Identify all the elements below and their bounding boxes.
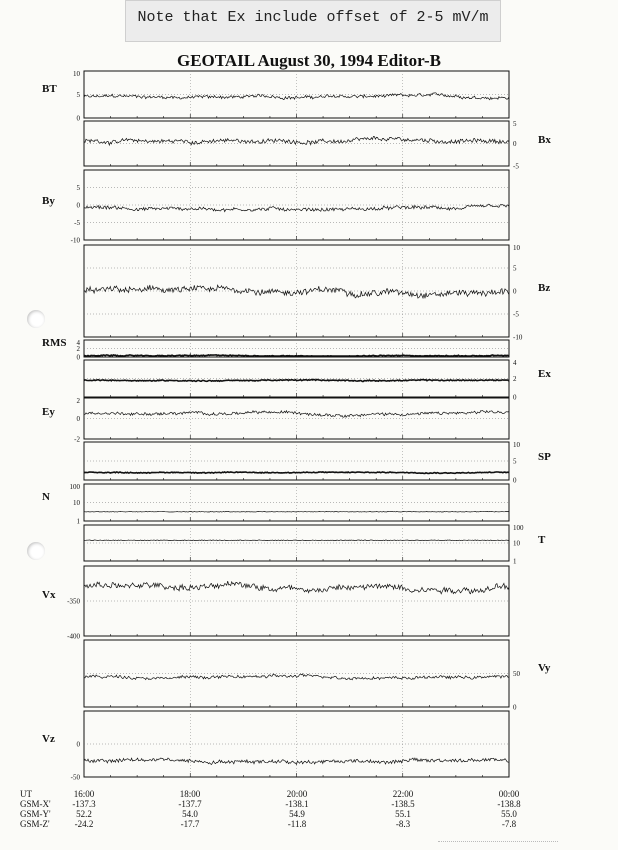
tick-label: -400 — [67, 632, 80, 641]
footer-value: -138.1 — [285, 799, 309, 809]
tick-label: 10 — [513, 244, 520, 252]
offset-note: Note that Ex include offset of 2-5 mV/m — [125, 0, 501, 42]
tick-label: 10 — [513, 539, 520, 548]
series-line-bx — [84, 137, 509, 146]
footer-value: 22:00 — [392, 789, 414, 799]
tick-label: 5 — [76, 184, 80, 192]
footer-value: -11.8 — [287, 819, 307, 829]
tick-label: 100 — [513, 524, 524, 532]
tick-label: 0 — [76, 201, 80, 210]
tick-label: 5 — [513, 120, 517, 128]
footer-label: GSM-Z' — [20, 819, 50, 829]
panel-label-t: T — [538, 534, 546, 546]
footer-label: UT — [20, 789, 32, 799]
tick-label: -5 — [74, 219, 80, 227]
panel-label-vz: Vz — [42, 733, 55, 745]
tick-label: 2 — [76, 397, 80, 405]
chart-title: GEOTAIL August 30, 1994 Editor-B — [176, 51, 442, 70]
footer-label: GSM-Y' — [20, 809, 51, 819]
tick-label: 10 — [73, 70, 80, 78]
footer-value: 20:00 — [286, 789, 308, 799]
series-line-rms — [84, 355, 509, 356]
tick-label: 0 — [513, 703, 517, 712]
footer-value: 55.1 — [395, 809, 411, 819]
tick-label: 100 — [69, 483, 80, 491]
footer-value: 00:00 — [498, 789, 520, 799]
panel-label-sp: SP — [538, 451, 551, 463]
series-line-ex — [84, 380, 509, 382]
tick-label: 4 — [513, 359, 517, 367]
panel-label-vy: Vy — [538, 662, 551, 674]
series-line-by — [84, 204, 509, 211]
tick-label: -50 — [70, 773, 80, 782]
footer-value: 52.2 — [76, 809, 92, 819]
footer-value: -24.2 — [74, 819, 94, 829]
tick-label: 0 — [76, 415, 80, 423]
tick-label: 1 — [76, 517, 80, 526]
footer-value: 16:00 — [73, 789, 95, 799]
panel-label-n: N — [42, 491, 50, 503]
tick-label: 0 — [513, 287, 517, 296]
panel-label-bx: Bx — [538, 134, 551, 146]
footer-value: 18:00 — [179, 789, 201, 799]
footer-value: 54.9 — [289, 809, 305, 819]
tick-label: 0 — [76, 740, 80, 749]
tick-label: 0 — [76, 114, 80, 123]
tick-label: 2 — [513, 375, 517, 383]
series-line-vz — [84, 758, 509, 765]
footer-value: -138.8 — [497, 799, 521, 809]
footer-value: -8.3 — [395, 819, 411, 829]
tick-label: -10 — [513, 333, 523, 342]
footer-value: -17.7 — [180, 819, 200, 829]
footer-value: -138.5 — [391, 799, 415, 809]
tick-label: 0 — [513, 476, 517, 485]
tick-label: 5 — [513, 457, 517, 466]
footer-value: 55.0 — [501, 809, 517, 819]
tick-label: 4 — [76, 339, 80, 347]
tick-label: 2 — [76, 345, 80, 353]
tick-label: -5 — [513, 162, 519, 171]
tick-label: 10 — [513, 441, 520, 449]
tick-label: -5 — [513, 310, 519, 319]
panel-label-ex: Ex — [538, 368, 551, 380]
footer-value: -7.8 — [501, 819, 517, 829]
tick-label: 10 — [73, 499, 80, 507]
panel-label-by: By — [42, 195, 55, 207]
tick-label: 0 — [513, 393, 517, 402]
tick-label: -350 — [67, 597, 80, 606]
footer-label: GSM-X' — [20, 799, 51, 809]
footer-value: -137.3 — [72, 799, 96, 809]
panel-label-vx: Vx — [42, 589, 56, 601]
tick-label: 1 — [513, 557, 517, 566]
series-line-vy — [84, 674, 509, 680]
tick-label: 5 — [76, 91, 80, 99]
tick-label: -2 — [74, 435, 80, 444]
panel-label-ey: Ey — [42, 406, 55, 418]
panel-label-bt: BT — [42, 83, 57, 95]
footer-value: -137.7 — [178, 799, 202, 809]
tick-label: 5 — [513, 264, 517, 273]
footer-value: 54.0 — [182, 809, 198, 819]
tick-label: 0 — [76, 353, 80, 362]
tick-label: -10 — [70, 236, 80, 245]
tick-label: 0 — [513, 140, 517, 148]
panel-label-rms: RMS — [42, 337, 67, 349]
series-line-sp — [84, 472, 509, 474]
panel-label-bz: Bz — [538, 282, 551, 294]
tick-label: 50 — [513, 670, 520, 678]
